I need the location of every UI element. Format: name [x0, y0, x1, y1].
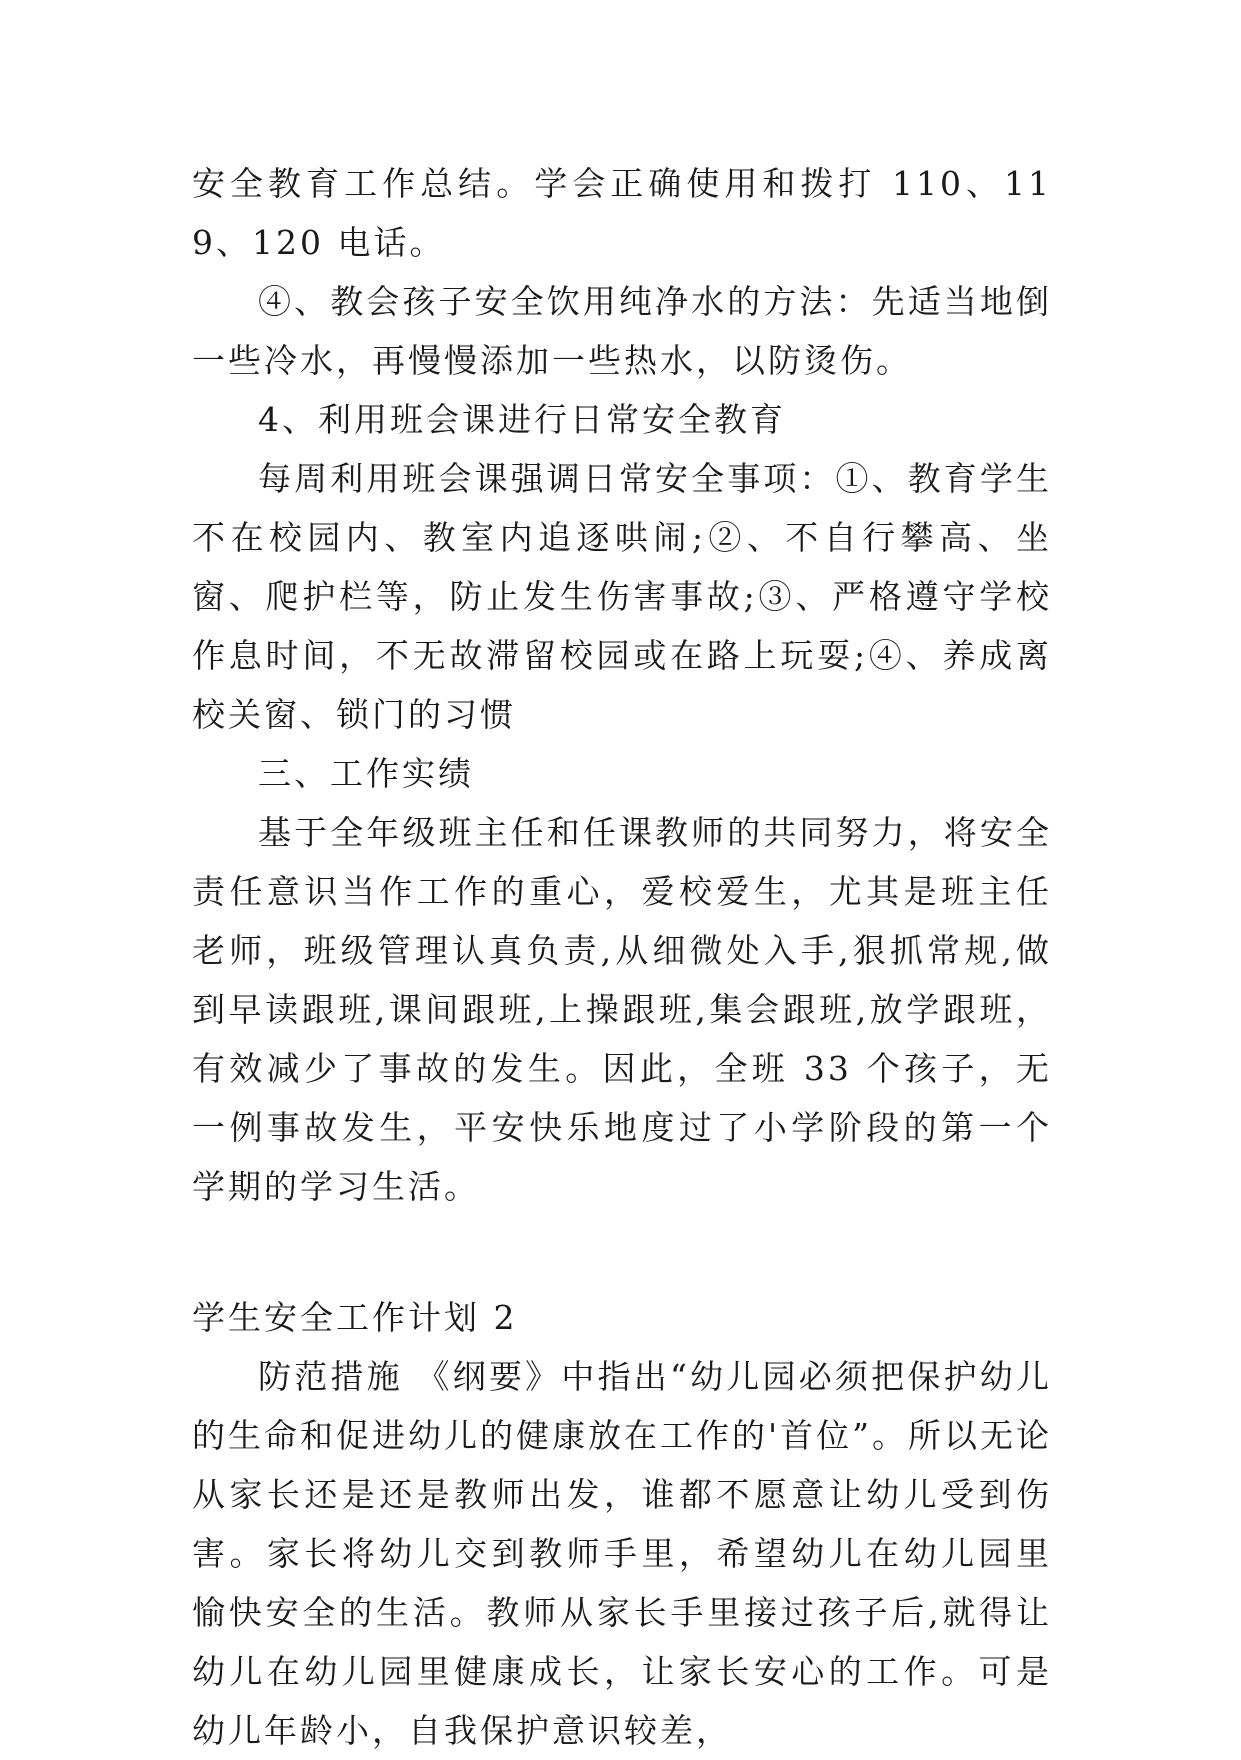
paragraph-water-safety: ④、教会孩子安全饮用纯净水的方法：先适当地倒一些冷水，再慢慢添加一些热水，以防烫伤。	[192, 282, 1052, 380]
paragraph-continuation: 安全教育工作总结。学会正确使用和拨打 110、119、120 电话。	[192, 164, 1052, 262]
subheading-class-meeting: 4、利用班会课进行日常安全教育	[258, 400, 786, 439]
subheading-achievements: 三、工作实绩	[258, 754, 474, 793]
paragraph-prevention-measures: 防范措施 《纲要》中指出“幼儿园必须把保护幼儿的生命和促进幼儿的健康放在工作的'首位”。所以无论从家长还是还是教师出发，谁都不愿意让幼儿受到伤害。家长将幼儿交到教师手里，希望幼儿在幼儿园里愉快安全的生活。教师从家长手里接过孩子后,就得让幼儿在幼儿园里健康成长，让家长安心的工作。可是幼儿年龄小，自我保护意识较差，	[192, 1357, 1052, 1750]
section-title: 学生安全工作计划 2	[192, 1298, 518, 1337]
paragraph-achievements: 基于全年级班主任和任课教师的共同努力，将安全责任意识当作工作的重心，爱校爱生，尤其是班主任老师，班级管理认真负责,从细微处入手,狠抓常规,做到早读跟班,课间跟班,上操跟班,集会跟班,放学跟班，有效减少了事故的发生。因此，全班 33 个孩子，无一例事故发生，平安快乐地度过了小学阶段的第一个学期的学习生活。	[192, 813, 1052, 1206]
document-body	[192, 154, 1052, 1760]
paragraph-weekly-safety: 每周利用班会课强调日常安全事项：①、教育学生不在校园内、教室内追逐哄闹;②、不自行攀高、坐窗、爬护栏等，防止发生伤害事故;③、严格遵守学校作息时间，不无故滞留校园或在路上玩耍;④、养成离校关窗、锁门的习惯	[192, 459, 1052, 734]
